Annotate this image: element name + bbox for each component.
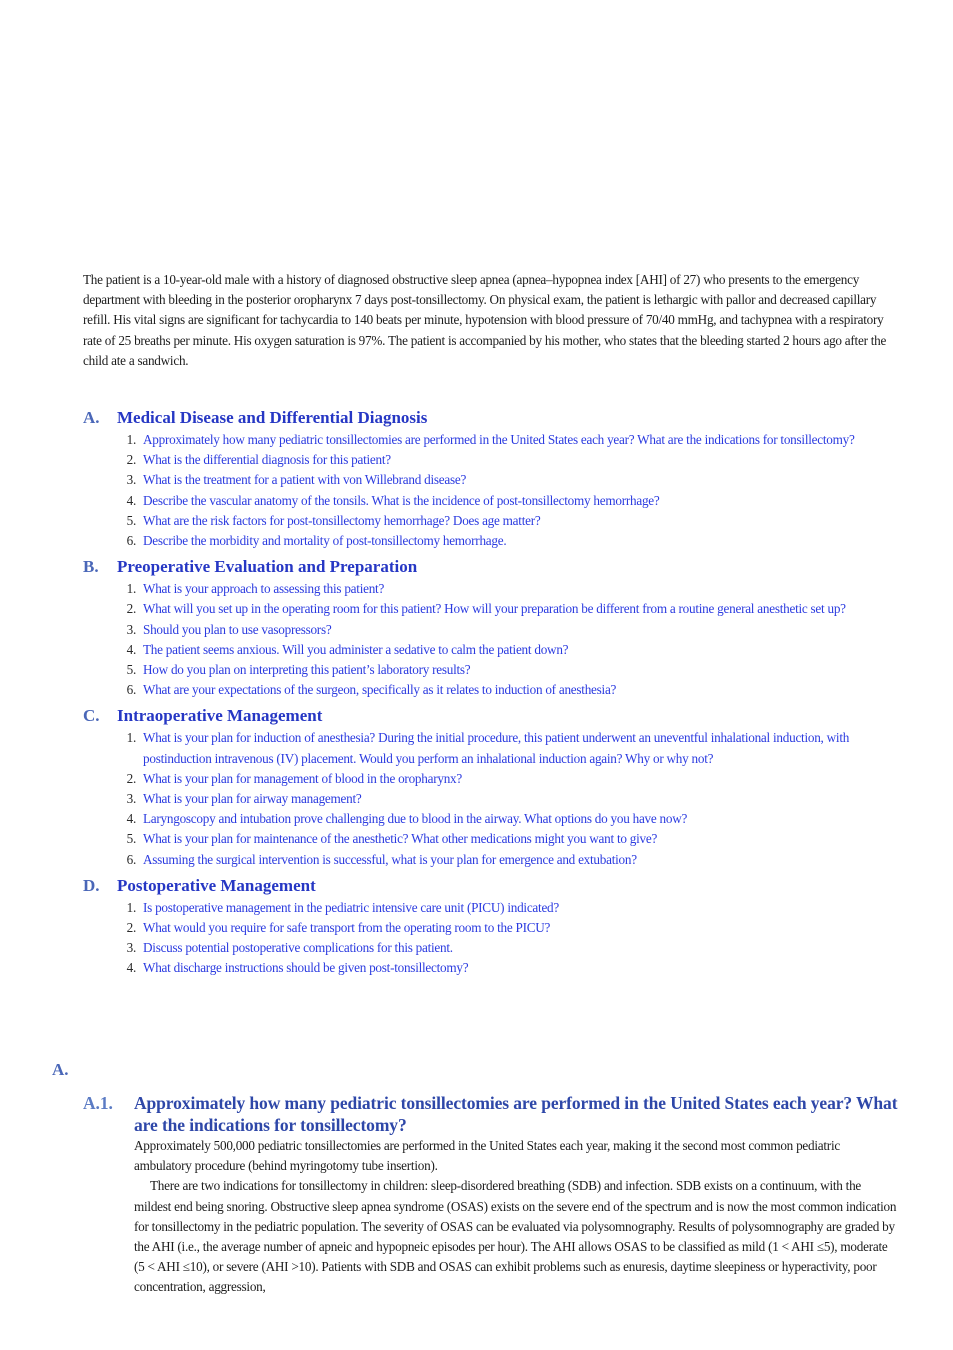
question-list	[83, 579, 913, 700]
question-item	[83, 850, 913, 870]
question-text: Should you plan to use vasopressors?	[143, 621, 332, 637]
answer-paragraph: Approximately 500,000 pediatric tonsillectomies are performed in the United States each year, making it the second most common pediatric ambulatory procedure (behind myringotomy tube insertion).	[134, 1138, 840, 1174]
question-text: What is your plan for management of blood in the oropharynx?	[143, 770, 462, 786]
question-text: What is the differential diagnosis for this patient?	[143, 452, 391, 468]
question-number: 3.	[126, 472, 136, 488]
question-text: How do you plan on interpreting this patient’s laboratory results?	[143, 662, 471, 678]
question-item	[83, 809, 913, 829]
answer-body	[134, 1136, 898, 1298]
question-text: The patient seems anxious. Will you administer a sedative to calm the patient down?	[143, 641, 569, 657]
question-list	[83, 430, 913, 551]
question-item	[83, 898, 913, 918]
question-item	[83, 680, 913, 700]
question-number: 6.	[126, 533, 136, 549]
section-letter: C.	[83, 706, 100, 726]
case-description: The patient is a 10-year-old male with a history of diagnosed obstructive sleep apnea (apnea–hypopnea index [AHI] of 27) who presents to the emergency department with bleeding in the posterior oropharynx 7 days post-tonsillectomy. On physical exam, the patient is lethargic with pallor and decreased capillary refill. His vital signs are significant for tachycardia to 140 beats per minute, hypotension with blood pressure of 70/40 mmHg, and tachypnea with a respiratory rate of 25 breaths per minute. His oxygen saturation is 97%. The patient is accompanied by his mother, who states that the bleeding started 2 hours ago after the child ate a sandwich.	[83, 272, 887, 368]
question-number: 6.	[126, 851, 136, 867]
question-number: 3.	[126, 940, 136, 956]
question-item	[83, 599, 913, 619]
question-number: 3.	[126, 621, 136, 637]
section-letter: A.	[83, 408, 100, 427]
section-letter: B.	[83, 557, 99, 577]
answer-title: Approximately how many pediatric tonsillectomies are performed in the United States each year? What are the indications for tonsillectomy?	[134, 1093, 898, 1135]
question-item	[83, 918, 913, 938]
section-heading	[83, 555, 913, 579]
section-title: Postoperative Management	[117, 875, 316, 895]
question-number: 3.	[126, 791, 136, 807]
question-item	[83, 958, 913, 978]
answer-heading	[83, 1092, 898, 1136]
question-outline	[83, 406, 913, 983]
answer-section-letter: A.	[52, 1060, 69, 1079]
question-text: Assuming the surgical intervention is successful, what is your plan for emergence and extubation?	[143, 851, 637, 867]
question-text: What are the risk factors for post-tonsillectomy hemorrhage? Does age matter?	[143, 512, 541, 528]
question-text: Describe the vascular anatomy of the tonsils. What is the incidence of post-tonsillectomy hemorrhage?	[143, 492, 660, 508]
question-number: 4.	[126, 811, 136, 827]
question-text: What is your plan for maintenance of the anesthetic? What other medications might you want to give?	[143, 831, 658, 847]
question-text: What discharge instructions should be given post-tonsillectomy?	[143, 960, 469, 976]
question-number: 5.	[126, 831, 136, 847]
answer-number: A.1.	[83, 1093, 113, 1113]
question-item	[83, 620, 913, 640]
question-text: Describe the morbidity and mortality of post-tonsillectomy hemorrhage.	[143, 533, 507, 549]
question-number: 2.	[126, 601, 136, 617]
section-heading	[83, 874, 913, 898]
question-item	[83, 789, 913, 809]
question-number: 5.	[126, 662, 136, 678]
question-item	[83, 491, 913, 511]
section-title: Medical Disease and Differential Diagnosis	[117, 408, 428, 427]
question-number: 5.	[126, 512, 136, 528]
question-item	[83, 450, 913, 470]
section-a	[83, 406, 913, 551]
question-text: Approximately how many pediatric tonsillectomies are performed in the United States each year? What are the indications for tonsillectomy?	[143, 432, 855, 447]
question-item	[83, 640, 913, 660]
question-number: 2.	[126, 452, 136, 468]
question-text: What is the treatment for a patient with von Willebrand disease?	[143, 472, 467, 488]
question-item	[83, 531, 913, 551]
question-number: 1.	[126, 432, 136, 447]
question-number: 2.	[126, 920, 136, 936]
question-item	[83, 430, 913, 450]
question-number: 4.	[126, 492, 136, 508]
section-title: Preoperative Evaluation and Preparation	[117, 557, 418, 577]
question-item	[83, 660, 913, 680]
question-text: What is your plan for airway management?	[143, 791, 362, 807]
question-text: What is your plan for induction of anesthesia? During the initial procedure, this patient underwent an uneventful inhalational induction, with postinduction intravenous (IV) placement. Would you perform an inhalational induction again? Why or why not?	[143, 730, 850, 766]
section-letter: D.	[83, 875, 100, 895]
question-text: What would you require for safe transport from the operating room to the PICU?	[143, 920, 551, 936]
question-number: 6.	[126, 682, 136, 698]
section-heading	[83, 704, 913, 728]
question-text: Discuss potential postoperative complications for this patient.	[143, 940, 453, 956]
question-number: 4.	[126, 641, 136, 657]
question-list	[83, 728, 913, 869]
question-item	[83, 829, 913, 849]
answer-block	[83, 1092, 898, 1298]
question-item	[83, 938, 913, 958]
section-c	[83, 704, 913, 869]
question-number: 4.	[126, 960, 136, 976]
question-item	[83, 728, 913, 768]
question-number: 1.	[126, 899, 136, 915]
question-number: 1.	[126, 730, 136, 746]
question-text: Is postoperative management in the pediatric intensive care unit (PICU) indicated?	[143, 899, 560, 915]
section-b	[83, 555, 913, 700]
question-number: 1.	[126, 581, 136, 597]
question-number: 2.	[126, 770, 136, 786]
question-item	[83, 579, 913, 599]
question-item	[83, 769, 913, 789]
question-text: What will you set up in the operating room for this patient? How will your preparation be different from a routine general anesthetic set up?	[143, 601, 846, 617]
question-text: What is your approach to assessing this patient?	[143, 581, 385, 597]
answer-paragraph: There are two indications for tonsillectomy in children: sleep-disordered breathing (SDB) and infection. SDB exists on a continuum, with the mildest end being snoring. Obstructive sleep apnea syndrome (OSAS) exists on the severe end of the spectrum and is now the most common indication for tonsillectomy in the pediatric population. The severity of OSAS can be evaluated via polysomnography. Results of polysomnography are graded by the AHI (i.e., the average number of apneic and hypopneic episodes per hour). The AHI allows OSAS to be classified as mild (1 < AHI ≤5), moderate (5 < AHI ≤10), or severe (AHI >10). Patients with SDB and OSAS can exhibit problems such as enuresis, daytime sleepiness or hyperactivity, poor concentration, aggression,	[134, 1178, 897, 1295]
question-item	[83, 470, 913, 490]
section-heading	[83, 406, 913, 430]
section-title: Intraoperative Management	[117, 706, 323, 726]
question-item	[83, 511, 913, 531]
question-text: Laryngoscopy and intubation prove challenging due to blood in the airway. What options do you have now?	[143, 811, 688, 827]
question-text: What are your expectations of the surgeon, specifically as it relates to induction of anesthesia?	[143, 682, 617, 698]
section-d	[83, 874, 913, 979]
question-list	[83, 898, 913, 979]
